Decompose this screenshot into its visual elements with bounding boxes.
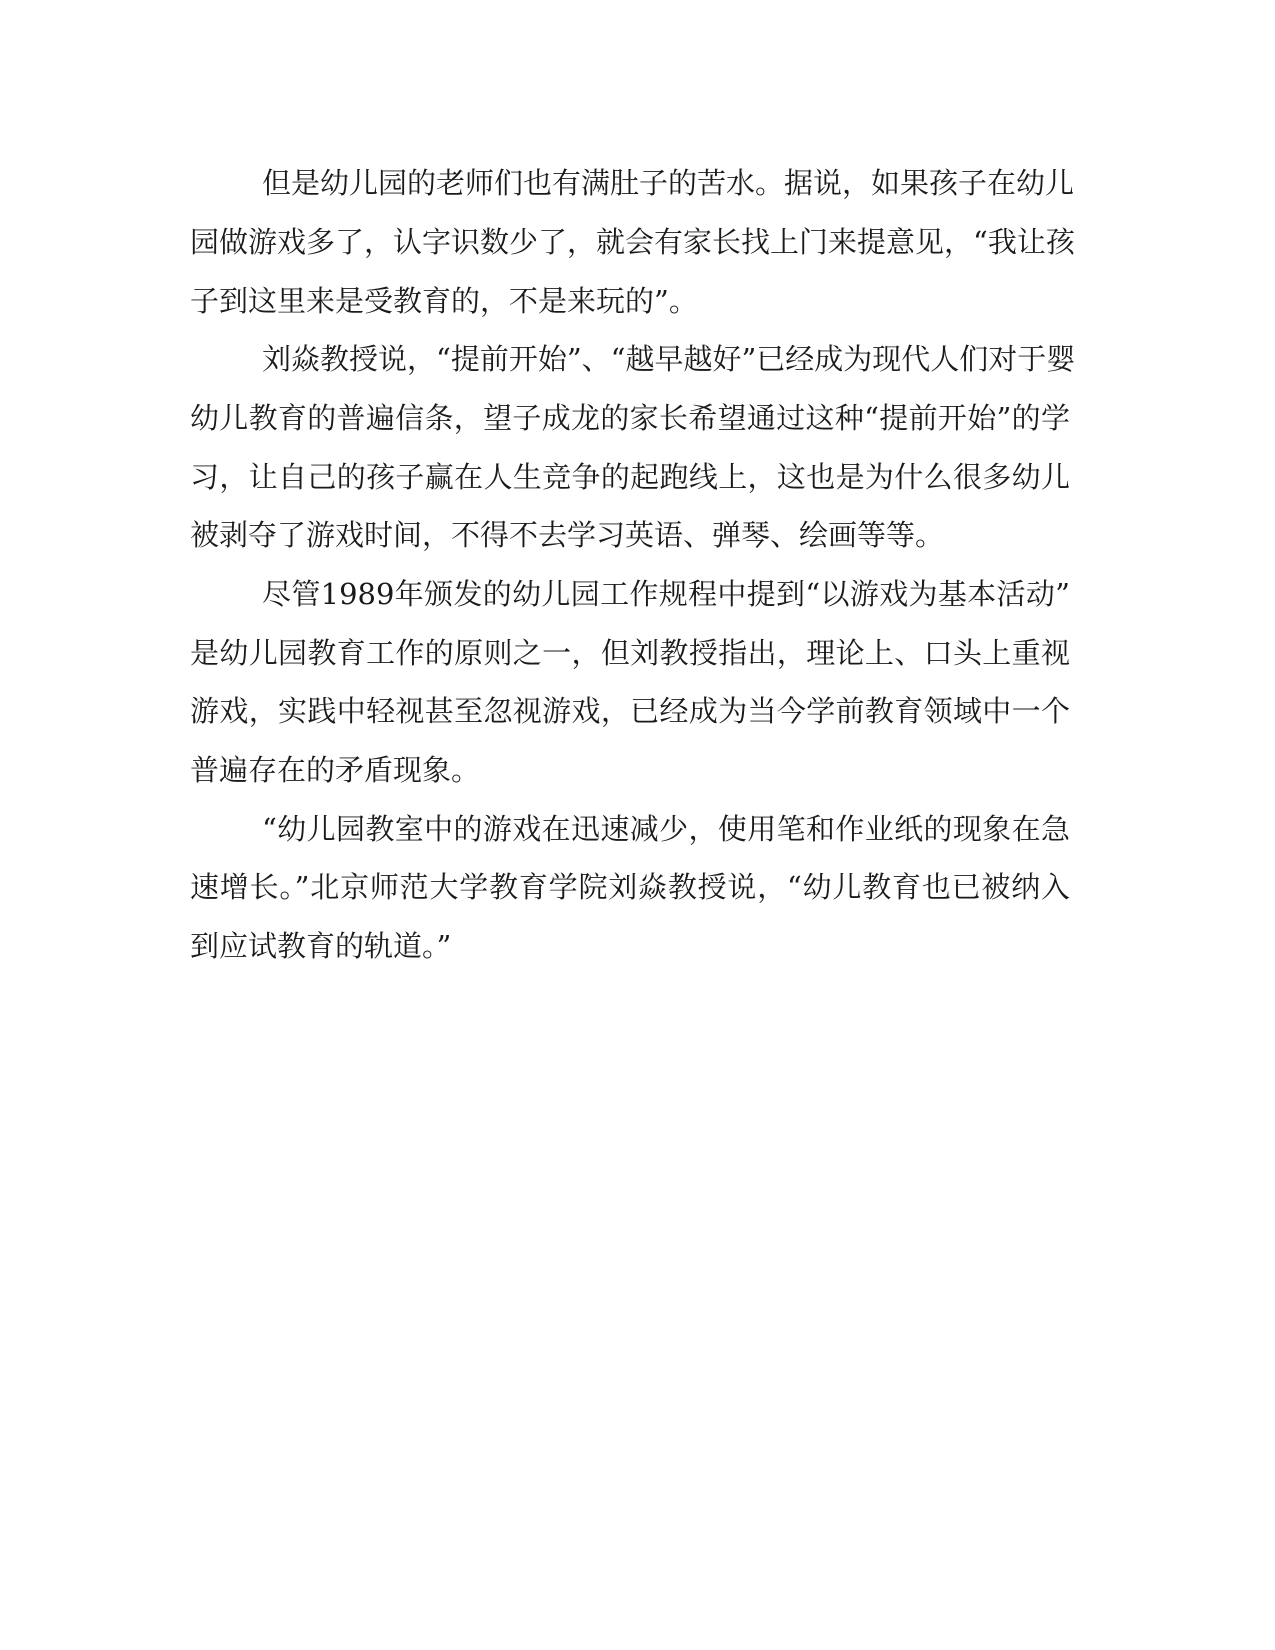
- paragraph-3-line-2: 是幼儿园教育工作的原则之一，但刘教授指出，理论上、口头上重视: [190, 636, 1070, 670]
- paragraph-4-line-3: 到应试教育的轨道。”: [190, 929, 452, 963]
- paragraph-3-line-1: 尽管1989年颁发的幼儿园工作规程中提到“以游戏为基本活动”: [262, 577, 1070, 611]
- paragraph-1-line-2: 园做游戏多了，认字识数少了，就会有家长找上门来提意见，“我让孩: [190, 225, 1075, 259]
- paragraph-1-line-3: 子到这里来是受教育的，不是来玩的”。: [190, 284, 698, 318]
- paragraph-2-line-3: 习，让自己的孩子赢在人生竞争的起跑线上，这也是为什么很多幼儿: [190, 460, 1070, 494]
- paragraph-2-line-4: 被剥夺了游戏时间，不得不去学习英语、弹琴、绘画等等。: [190, 518, 945, 552]
- paragraph-3-line-3: 游戏，实践中轻视甚至忽视游戏，已经成为当今学前教育领域中一个: [190, 694, 1070, 728]
- paragraph-4-line-2: 速增长。”北京师范大学教育学院刘焱教授说，“幼儿教育也已被纳入: [190, 870, 1070, 904]
- paragraph-3-line-4: 普遍存在的矛盾现象。: [190, 753, 481, 787]
- paragraph-2-line-2: 幼儿教育的普遍信条，望子成龙的家长希望通过这种“提前开始”的学: [190, 401, 1070, 435]
- paragraph-2-line-1: 刘焱教授说，“提前开始”、“越早越好”已经成为现代人们对于婴: [262, 342, 1076, 376]
- paragraph-1-line-1: 但是幼儿园的老师们也有满肚子的苦水。据说，如果孩子在幼儿: [262, 166, 1075, 200]
- paragraph-4-line-1: “幼儿园教室中的游戏在迅速减少，使用笔和作业纸的现象在急: [262, 812, 1070, 846]
